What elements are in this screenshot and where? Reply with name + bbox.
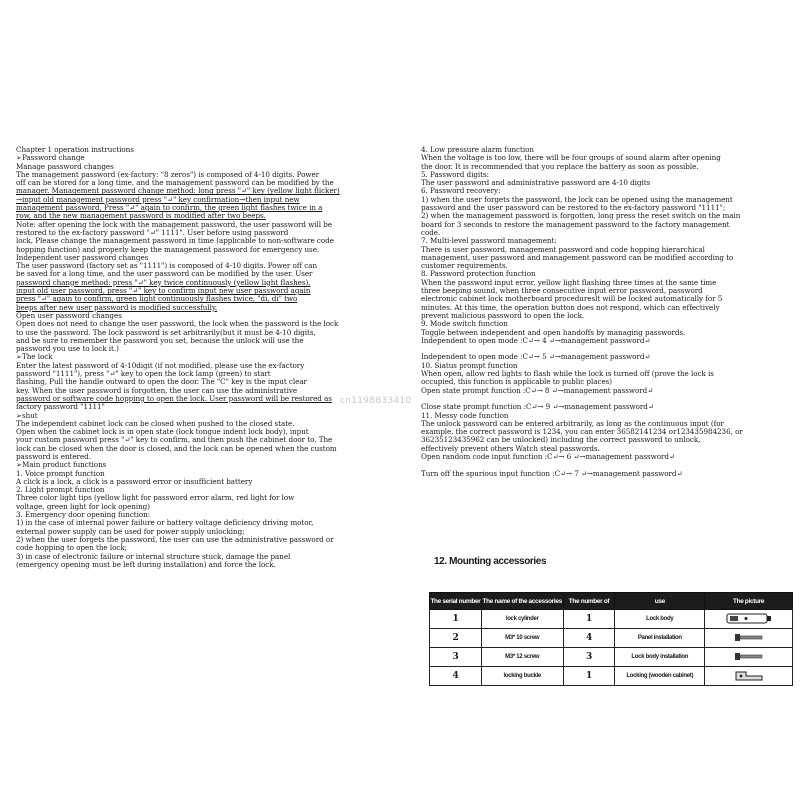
text-line: Open user password changes <box>16 310 122 320</box>
text-line: Note: after opening the lock with the management password, the user password will be <box>16 219 333 229</box>
text-line: password change method: press "↵" key twice continuously (yellow light flashes), <box>16 277 311 287</box>
text-line: customer requirements. <box>421 261 508 271</box>
text-line: 5. Password digits: <box>421 169 489 179</box>
cell-name: lock cylinder <box>481 610 563 629</box>
text-line: Independent to open mode :C↵→ 5 ↵→management password↵ <box>421 352 651 362</box>
cell-serial: 2 <box>430 629 482 648</box>
text-line: The independent cabinet lock can be closed when pushed to the closed state. <box>16 418 295 428</box>
text-line: password and the user password can be restored to the ex-factory password "1111"; <box>421 203 726 213</box>
text-line: electronic cabinet lock motherboard procedureslt will be locked automatically for 5 <box>421 294 723 304</box>
text-line: external power supply can be used for power supply unlocking; <box>16 526 245 536</box>
text-line: 2) when the user forgets the password, the user can use the administrative password or <box>16 534 334 544</box>
table-row <box>430 667 793 686</box>
text-line: your custom password press "↵" key to confirm, and then push the cabinet door to. The <box>16 435 333 445</box>
cell-name: M3* 12 screw <box>481 648 563 667</box>
text-line: →input old management password press "↵" key confirmation→then input new <box>16 194 300 204</box>
text-line: 4. Low pressure alarm function <box>421 145 534 154</box>
text-line: The unlock password can be entered arbitrarily, as long as the continuous input (for <box>421 418 724 428</box>
text-line: The user password and administrative password are 4-10 digits <box>421 178 651 188</box>
text-line: the door. It is recommended that you replace the battery as soon as possible. <box>421 161 699 171</box>
watermark: cn1198833410 <box>340 396 412 406</box>
text-line: (emergency opening must be left during installation) and force the lock. <box>16 559 276 569</box>
text-line: 36235123435962 can be unlocked) including the correct password to unlock, <box>421 435 701 445</box>
left-column <box>16 146 382 569</box>
cell-name: M3* 10 screw <box>481 629 563 648</box>
text-line: factory password "1111" <box>16 402 105 412</box>
text-line: 6. Password recovery: <box>421 186 501 196</box>
text-line: press "↵" again to confirm, green light continuously flashes twice, "di, di" two <box>16 294 298 304</box>
text-line: input old user password, press "↵" key to confirm input new user password again <box>16 286 311 296</box>
text-line: 1) in the case of internal power failure or battery voltage deficiency driving motor, <box>16 518 314 528</box>
text-line: The user password (factory set as "1111") is composed of 4-10 digits. Power off can <box>16 261 318 271</box>
cell-serial: 4 <box>430 667 482 686</box>
text-line: be saved for a long time, and the user password can be modified by the user. User <box>16 269 313 279</box>
locking-buckle-picture <box>705 667 793 686</box>
text-line: 2) when the management password is forgotten, long press the reset switch on the main <box>421 211 741 221</box>
text-line: management, user password and management password can be modified according to <box>421 252 734 262</box>
header-quantity: The number of <box>563 593 615 610</box>
text-line: three beeping sound, when three consecutive input error password, password <box>421 286 703 296</box>
text-line: When the voltage is too low, there will be four groups of sound alarm after opening <box>421 153 721 163</box>
right-column <box>421 146 783 478</box>
text-line: Open does not need to change the user password, the lock when the password is the lock <box>16 319 339 329</box>
table-row <box>430 629 793 648</box>
mounting-table <box>429 592 793 686</box>
text-line: management password, Press "↵" again to confirm, the green light flashes twice in a <box>16 203 323 213</box>
cell-serial: 3 <box>430 648 482 667</box>
cell-use: Panel installation <box>615 629 705 648</box>
text-line: hopping function) and properly keep the management password for emergency use. <box>16 244 320 254</box>
text-line: code. <box>421 227 441 237</box>
cell-use: Locking (wooden cabinet) <box>615 667 705 686</box>
text-line: Turn off the spurious input function :C↵→ 7 ↵→management password↵ <box>421 468 683 478</box>
cell-qty: 4 <box>563 629 615 648</box>
table-row <box>430 610 793 629</box>
text-line: 10. Siatus prompt function <box>421 360 518 370</box>
text-line: lock can be closed when the door is closed, and the lock can be opened when the custom <box>16 443 337 453</box>
text-line: voltage, green light for lock opening) <box>16 501 150 511</box>
text-line: Three color light tips (yellow light for password error alarm, red light for low <box>16 493 295 503</box>
text-line: row, and the new management password is modified after two beeps. <box>16 211 266 221</box>
text-line: Enter the latest password of 4-10digit (if not modified, please use the ex-factory <box>16 360 305 370</box>
text-line: Independent user password changes <box>16 252 149 262</box>
text-line: 11. Messy code function <box>421 410 509 420</box>
text-line: Chapter 1 operation instructions <box>16 145 134 154</box>
text-line: 3. Emergency door opening function: <box>16 510 151 520</box>
text-line: 1. Voice prompt function <box>16 468 105 478</box>
text-line: 8. Password protection function <box>421 269 536 279</box>
cell-qty: 1 <box>563 667 615 686</box>
lock-cylinder-picture <box>705 610 793 629</box>
text-line: There is user password, management password and code hopping hierarchical <box>421 244 705 254</box>
cell-use: Lock body installation <box>615 648 705 667</box>
text-line: ➢The lock <box>16 352 53 362</box>
text-line: lock, Please change the management password in time (applicable to non-software code <box>16 236 334 246</box>
text-line: Toggle between independent and open handoffs by managing passwords. <box>421 327 686 337</box>
text-line: ➢Password change <box>16 153 85 163</box>
text-line: ➢shut <box>16 410 38 420</box>
header-picture: The picture <box>705 593 793 610</box>
header-serial-number: The serial number <box>430 593 482 610</box>
text-line: restored to the ex-factory password "↵" 1111". User before using password <box>16 227 289 237</box>
text-line: 7. Multi-level password management: <box>421 236 557 246</box>
header-accessory-name: The name of the accessories <box>481 593 563 610</box>
text-line: ➢Main product functions <box>16 460 107 470</box>
table-header-row <box>430 593 793 610</box>
text-line: password or software code hopping to open the lock. User password will be restored as <box>16 393 332 403</box>
text-line: Close state prompt function :C↵→ 9 ↵→management password↵ <box>421 402 654 412</box>
text-line: effectively prevent others Watch steal passwords. <box>421 443 600 453</box>
text-line: password "1111"), press "↵" key to open the lock lamp (green) to start <box>16 369 271 379</box>
text-line: Independent to open mode :C↵→ 4 ↵→management password↵ <box>421 335 651 345</box>
text-line: 2. Light prompt function <box>16 485 105 495</box>
table-row <box>430 648 793 667</box>
text-line: flashing, Pull the handle outward to open the door. The "C" key is the input clear <box>16 377 307 387</box>
text-line: A click is a lock, a click is a password error or insufficient battery <box>16 476 253 486</box>
text-line: prevent malicious password to open the lock. <box>421 310 585 320</box>
text-line: occupied, this function is applicable to public places) <box>421 377 613 387</box>
text-line: 1) when the user forgets the password, the lock can be opened using the management <box>421 194 733 204</box>
cell-name: locking buckle <box>481 667 563 686</box>
text-line: Open when the cabinet lock is in open state (lock tongue indent lock body), input <box>16 427 309 437</box>
text-line: off can be stored for a long time, and the management password can be modified by the <box>16 178 334 188</box>
text-line: code hopping to open the lock; <box>16 543 128 553</box>
text-line: password is entered. <box>16 451 91 461</box>
text-line: example, the correct password is 1234, you can enter 36582141234 or123435984236, or <box>421 427 743 437</box>
text-line: and be sure to remember the password you set, because the unlock will use the <box>16 335 304 345</box>
screw-picture <box>705 629 793 648</box>
text-line: key. When the user password is forgotten, the user can use the administrative <box>16 385 298 395</box>
text-line: When the password input error, yellow light flashing three times at the same time <box>421 277 717 287</box>
header-use: use <box>615 593 705 610</box>
text-line: board for 3 seconds to restore the management password to the factory management <box>421 219 730 229</box>
text-line: 9. Mode switch function <box>421 319 508 329</box>
text-line: Manage password changes <box>16 161 114 171</box>
text-line: Open random code input function :C↵→ 6 ↵→management password↵ <box>421 451 675 461</box>
cell-qty: 1 <box>563 610 615 629</box>
cell-use: Lock body <box>615 610 705 629</box>
text-line: beeps after new user password is modified successfully. <box>16 302 218 312</box>
text-line: The management password (ex-factory: "8 zeros") is composed of 4-10 digits. Power <box>16 169 320 179</box>
text-line: password you use to lock it.) <box>16 344 119 354</box>
text-line: to use the password. The lock password is set arbitrarily(but it must be 4-10 digits, <box>16 327 316 337</box>
text-line: manager. Management password change method: long press "↵" key (yellow light flicker) <box>16 186 340 196</box>
cell-qty: 3 <box>563 648 615 667</box>
text-line: minutes. At this time, the operation button does not respond, which can effectively <box>421 302 720 312</box>
text-line: When open, allow red lights to flash while the lock is turned off (prove the lock is <box>421 369 714 379</box>
text-line: 3) in case of electronic failure or internal structure stuck, damage the panel <box>16 551 291 561</box>
text-line: Open state prompt function :C↵→ 8 ↵→management password↵ <box>421 385 654 395</box>
mounting-title: 12. Mounting accessories <box>434 556 547 567</box>
screw-picture <box>705 648 793 667</box>
cell-serial: 1 <box>430 610 482 629</box>
